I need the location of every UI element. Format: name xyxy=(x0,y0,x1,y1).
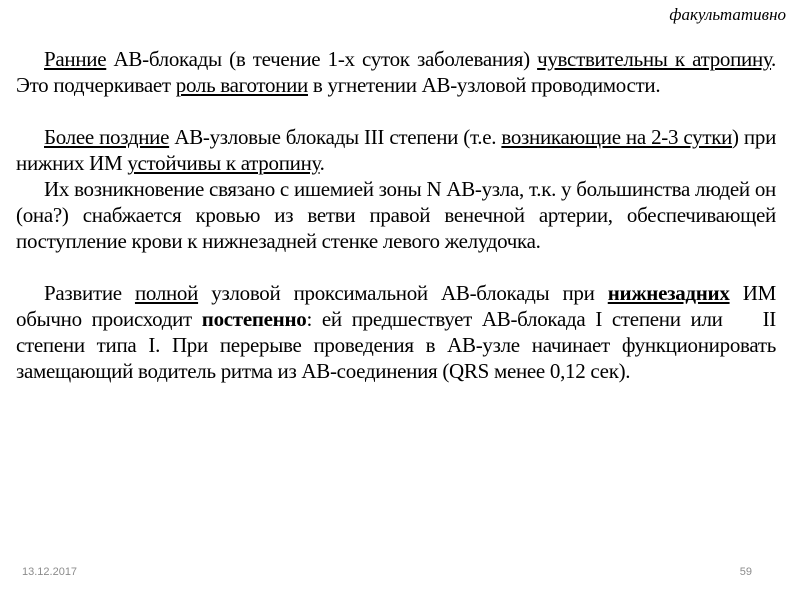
paragraph-early-blocks xyxy=(16,46,776,98)
paragraph-late-blocks xyxy=(16,124,776,176)
text-bold-underlined: нижнезадних xyxy=(607,281,730,305)
text-bold: постепенно xyxy=(201,307,307,331)
optional-tag: факультативно xyxy=(669,5,786,24)
text-underlined: возникающие на 2-3 сутки xyxy=(501,125,733,149)
text-span: : ей предшествует АВ-блокада I степени или xyxy=(306,307,723,331)
text-underlined: роль ваготонии xyxy=(175,73,308,97)
text-span: II степени типа I. При перерыве проведения в АВ-узле начинает функционировать замещающий водитель ритма из АВ-соединения (QRS менее 0,12 сек). xyxy=(16,307,776,383)
text-underlined: Более поздние xyxy=(44,125,170,149)
slide-date: 13.12.2017 xyxy=(22,566,78,578)
slide-body xyxy=(16,46,776,384)
paragraph-ischemia: Их возникновение связано с ишемией зоны N АВ-узла, т.к. у большинства людей он (она?) снабжается кровью из ветви правой венечной артерии, обеспечивающей поступление крови к нижнезадней стенке левого желудочка. xyxy=(16,177,776,253)
paragraph-spacer xyxy=(16,254,776,280)
text-span: узловой проксимальной АВ-блокады при xyxy=(198,281,608,305)
text-underlined: Ранние xyxy=(44,47,107,71)
paragraph-spacer xyxy=(16,98,776,124)
text-underlined: полной xyxy=(134,281,199,305)
text-span: . Это подчеркивает xyxy=(16,47,776,97)
page-number: 59 xyxy=(739,566,752,578)
text-underlined: чувствительны к атропину xyxy=(537,47,772,71)
paragraph-complete-block xyxy=(16,280,776,384)
text-span: Развитие xyxy=(44,281,135,305)
text-span: АВ-узловые блокады III степени (т.е. xyxy=(169,125,502,149)
text-span: . xyxy=(319,151,325,175)
text-span: АВ-блокады (в течение 1-х суток заболевания) xyxy=(106,47,538,71)
text-underlined: устойчивы к атропину xyxy=(127,151,320,175)
text-span: в угнетении АВ-узловой проводимости. xyxy=(307,73,661,97)
text-span: ИМ обычно происходит xyxy=(16,281,776,331)
text-span: ) при нижних ИМ xyxy=(16,125,777,175)
